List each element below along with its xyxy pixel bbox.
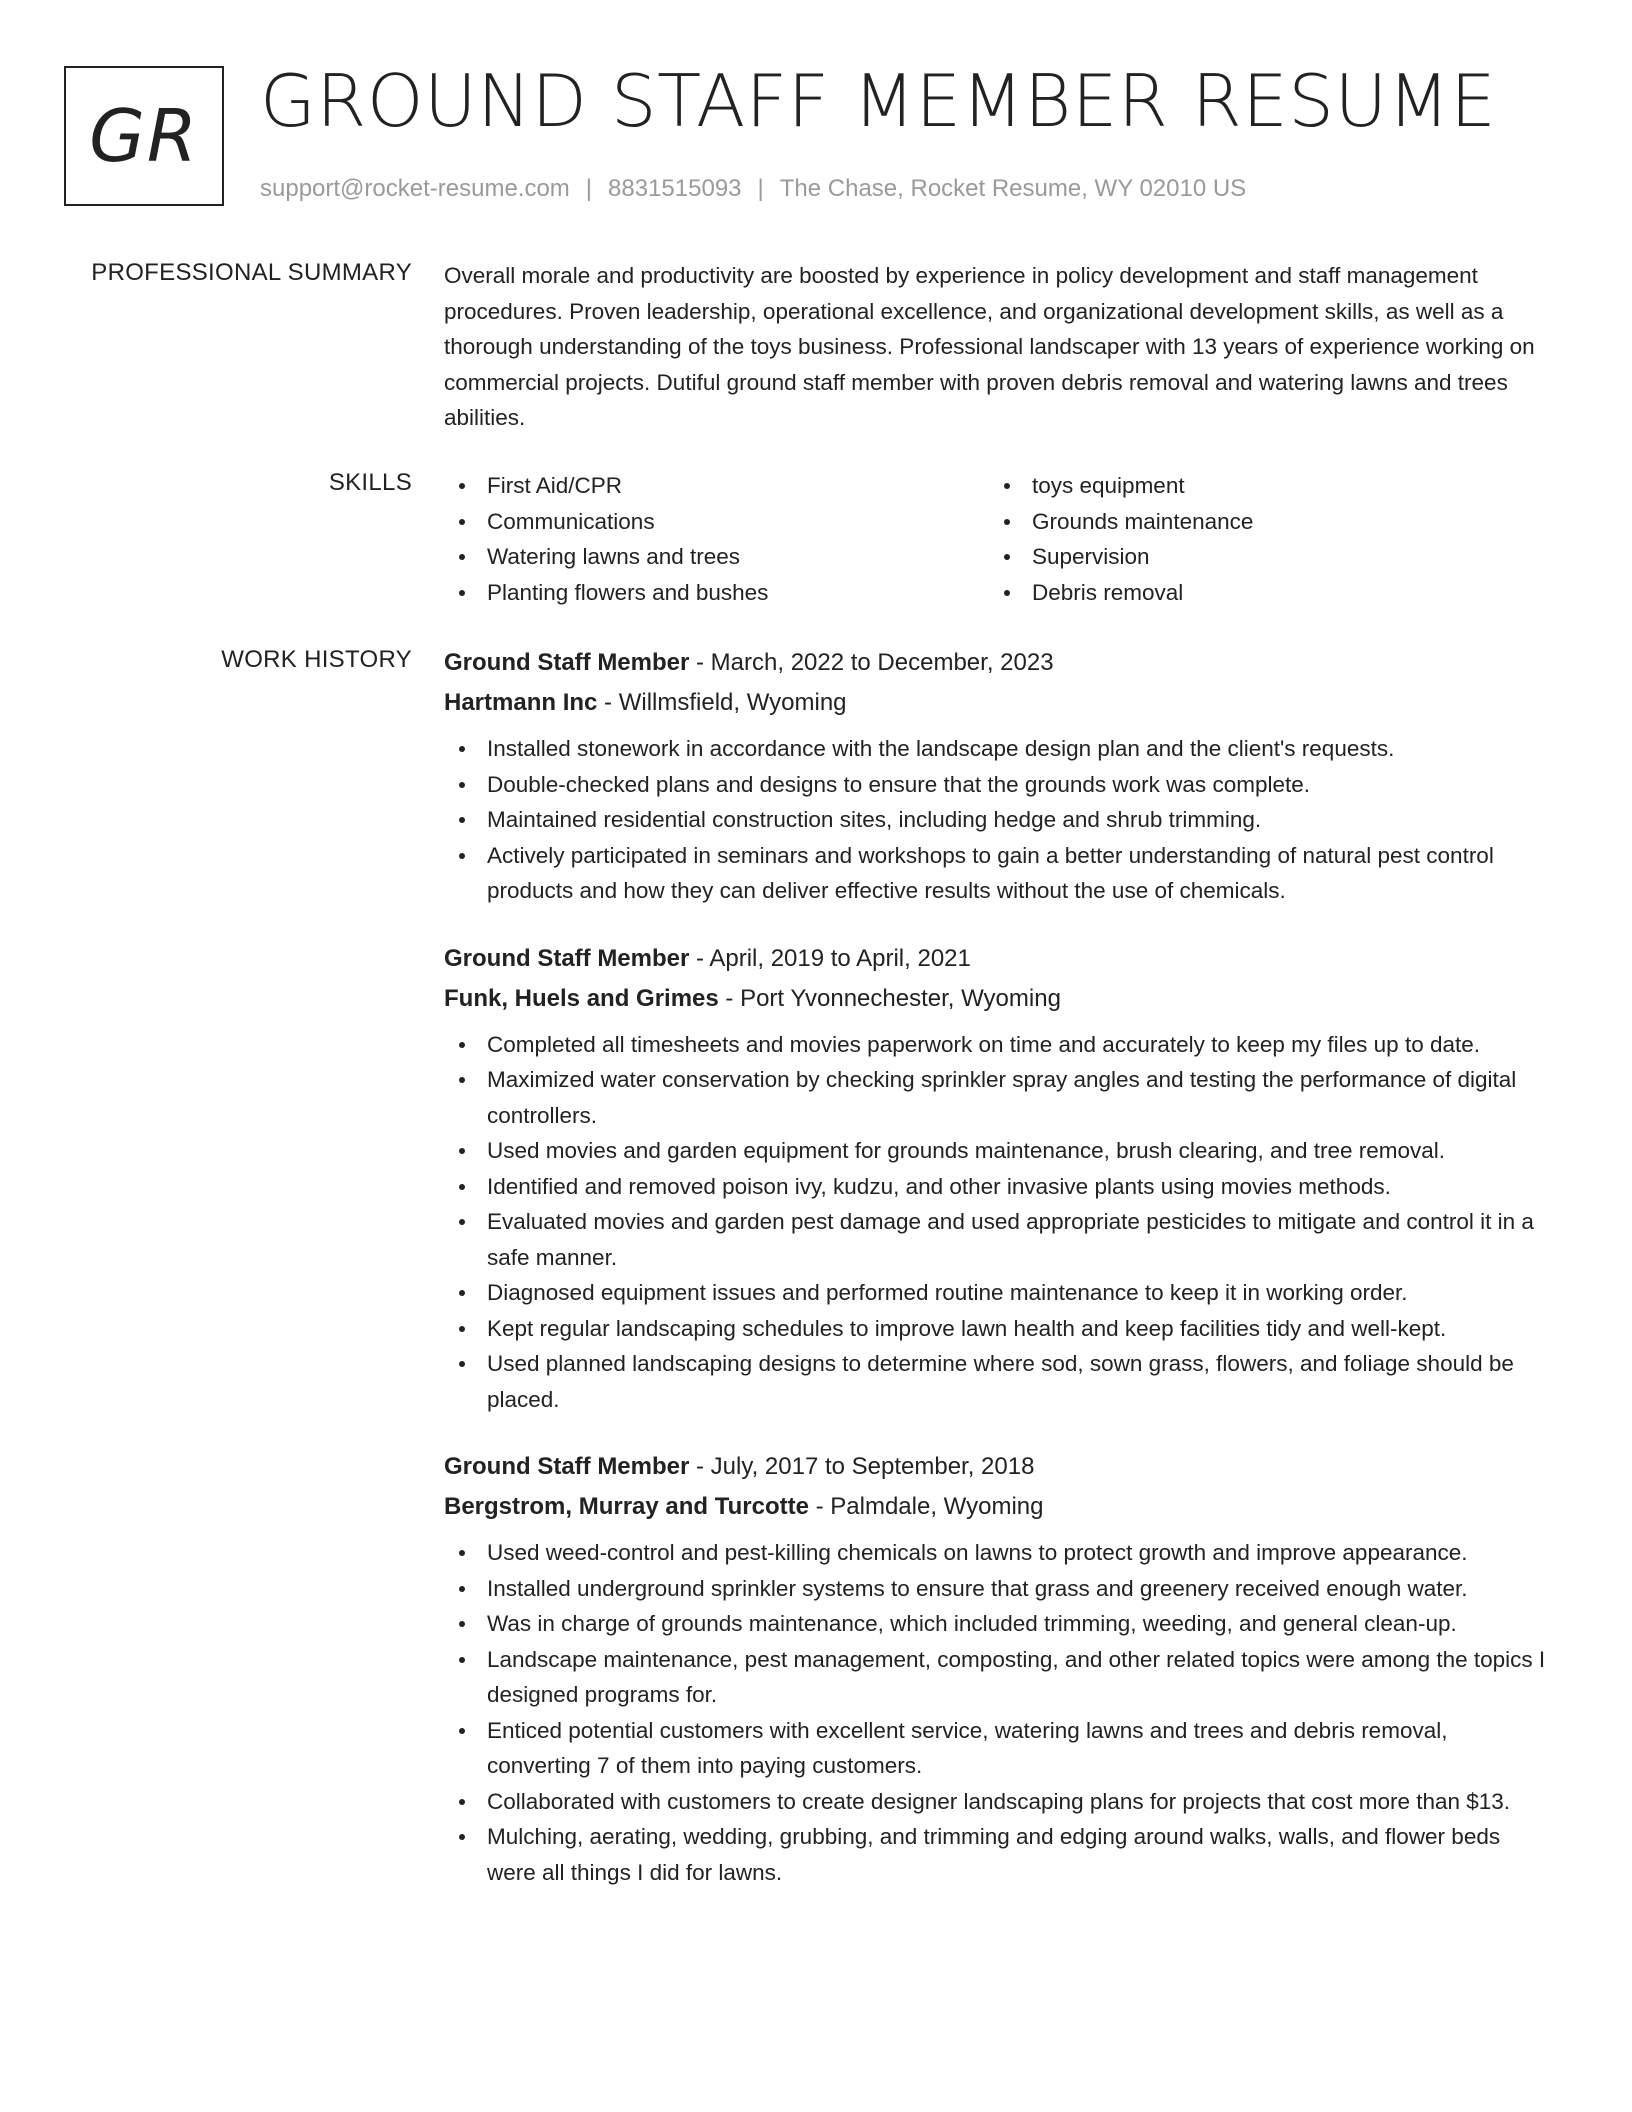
- skill-item: Grounds maintenance: [989, 504, 1534, 540]
- job-company: Bergstrom, Murray and Turcotte: [444, 1493, 809, 1520]
- skill-item: Debris removal: [989, 575, 1534, 611]
- skill-item: Planting flowers and bushes: [444, 575, 989, 611]
- summary-text: Overall morale and productivity are boosted by experience in policy development and staff management procedures. Proven leadership, operational excellence, and organizational development skills, as well as a thorough understanding of the toys business. Professional landscaper with 13 years of experience working on commercial projects. Dutiful ground staff member with proven debris removal and watering lawns and trees abilities.: [444, 263, 1535, 430]
- job-location: Palmdale, Wyoming: [830, 1493, 1044, 1520]
- job-bullet: Diagnosed equipment issues and performed routine maintenance to keep it in working order.: [444, 1275, 1552, 1311]
- job-location: Port Yvonnechester, Wyoming: [740, 984, 1061, 1012]
- job-bullet-list: [444, 1027, 1552, 1418]
- contact-separator: |: [585, 175, 593, 202]
- job-location: Willmsfield, Wyoming: [618, 689, 847, 716]
- work-history-heading: WORK HISTORY: [221, 646, 412, 673]
- job-title: Ground Staff Member: [444, 1453, 690, 1480]
- job-bullet: Maximized water conservation by checking sprinkler spray angles and testing the performance of digital controllers.: [444, 1062, 1552, 1133]
- job-bullet: Collaborated with customers to create designer landscaping plans for projects that cost more than $13.: [444, 1784, 1552, 1820]
- skills-body: [444, 468, 1552, 610]
- skill-item: Supervision: [989, 539, 1534, 575]
- job-company-line: Bergstrom, Murray and Turcotte - Palmdale, Wyoming: [444, 1493, 1044, 1520]
- contact-phone[interactable]: 8831515093: [608, 175, 742, 202]
- job-dates: July, 2017 to September, 2018: [710, 1453, 1035, 1480]
- job-title-line: Ground Staff Member - March, 2022 to December, 2023: [444, 649, 1054, 676]
- monogram-logo: GR: [64, 66, 224, 206]
- job-title: Ground Staff Member: [444, 649, 690, 676]
- summary-heading: PROFESSIONAL SUMMARY: [91, 259, 412, 286]
- job-bullet: Used weed-control and pest-killing chemicals on lawns to protect growth and improve appearance.: [444, 1535, 1552, 1571]
- skill-item: Watering lawns and trees: [444, 539, 989, 575]
- skills-heading: SKILLS: [328, 469, 412, 496]
- job-bullet: Actively participated in seminars and workshops to gain a better understanding of natural pest control products and how they can deliver effective results without the use of chemicals.: [444, 838, 1552, 909]
- job-bullet: Was in charge of grounds maintenance, which included trimming, weeding, and general clean-up.: [444, 1606, 1552, 1642]
- job-bullet: Double-checked plans and designs to ensure that the grounds work was complete.: [444, 767, 1552, 803]
- job-company: Hartmann Inc: [444, 689, 598, 716]
- job-dates: April, 2019 to April, 2021: [709, 944, 971, 972]
- job-entry: [444, 643, 1552, 909]
- job-entry: [444, 1447, 1552, 1890]
- skill-item: toys equipment: [989, 468, 1534, 504]
- job-bullet: Completed all timesheets and movies paperwork on time and accurately to keep my files up to date.: [444, 1027, 1552, 1063]
- job-bullet-list: [444, 731, 1552, 909]
- job-bullet: Used planned landscaping designs to determine where sod, sown grass, flowers, and foliage should be placed.: [444, 1346, 1552, 1417]
- job-company: Funk, Huels and Grimes: [444, 984, 719, 1012]
- resume-title: GROUND STAFF MEMBER RESUME: [260, 59, 1497, 143]
- contact-separator: |: [757, 175, 764, 202]
- job-bullet: Mulching, aerating, wedding, grubbing, and trimming and edging around walks, walls, and flower beds were all things I did for lawns.: [444, 1819, 1552, 1890]
- job-dates: March, 2022 to December, 2023: [710, 649, 1054, 676]
- work-history-body: [444, 643, 1552, 1920]
- contact-address: The Chase, Rocket Resume, WY 02010 US: [779, 175, 1247, 202]
- summary-body: [444, 258, 1552, 436]
- skill-item: First Aid/CPR: [444, 468, 989, 504]
- job-bullet: Used movies and garden equipment for grounds maintenance, brush clearing, and tree removal.: [444, 1133, 1552, 1169]
- skill-item: Communications: [444, 504, 989, 540]
- job-company-line: Hartmann Inc - Willmsfield, Wyoming: [444, 689, 847, 716]
- job-bullet: Installed stonework in accordance with the landscape design plan and the client's requests.: [444, 731, 1552, 767]
- job-bullet-list: [444, 1535, 1552, 1890]
- job-bullet: Identified and removed poison ivy, kudzu, and other invasive plants using movies methods.: [444, 1169, 1552, 1205]
- job-bullet: Installed underground sprinkler systems to ensure that grass and greenery received enough water.: [444, 1571, 1552, 1607]
- skills-list-left: [444, 468, 989, 610]
- job-bullet: Kept regular landscaping schedules to improve lawn health and keep facilities tidy and well-kept.: [444, 1311, 1552, 1347]
- contact-line: [260, 174, 1246, 204]
- job-bullet: Enticed potential customers with excellent service, watering lawns and trees and debris removal, converting 7 of them into paying customers.: [444, 1713, 1552, 1784]
- skills-list-right: [989, 468, 1534, 610]
- job-title-line: Ground Staff Member - July, 2017 to September, 2018: [444, 1453, 1035, 1480]
- job-company-line: Funk, Huels and Grimes - Port Yvonnechester, Wyoming: [444, 984, 1061, 1012]
- contact-email[interactable]: support@rocket-resume.com: [260, 175, 570, 202]
- job-title: Ground Staff Member: [444, 944, 690, 972]
- job-entry: [444, 939, 1552, 1418]
- job-bullet: Evaluated movies and garden pest damage and used appropriate pesticides to mitigate and control it in a safe manner.: [444, 1204, 1552, 1275]
- job-title-line: Ground Staff Member - April, 2019 to April, 2021: [444, 944, 971, 972]
- job-bullet: Landscape maintenance, pest management, composting, and other related topics were among the topics I designed programs for.: [444, 1642, 1552, 1713]
- job-bullet: Maintained residential construction sites, including hedge and shrub trimming.: [444, 802, 1552, 838]
